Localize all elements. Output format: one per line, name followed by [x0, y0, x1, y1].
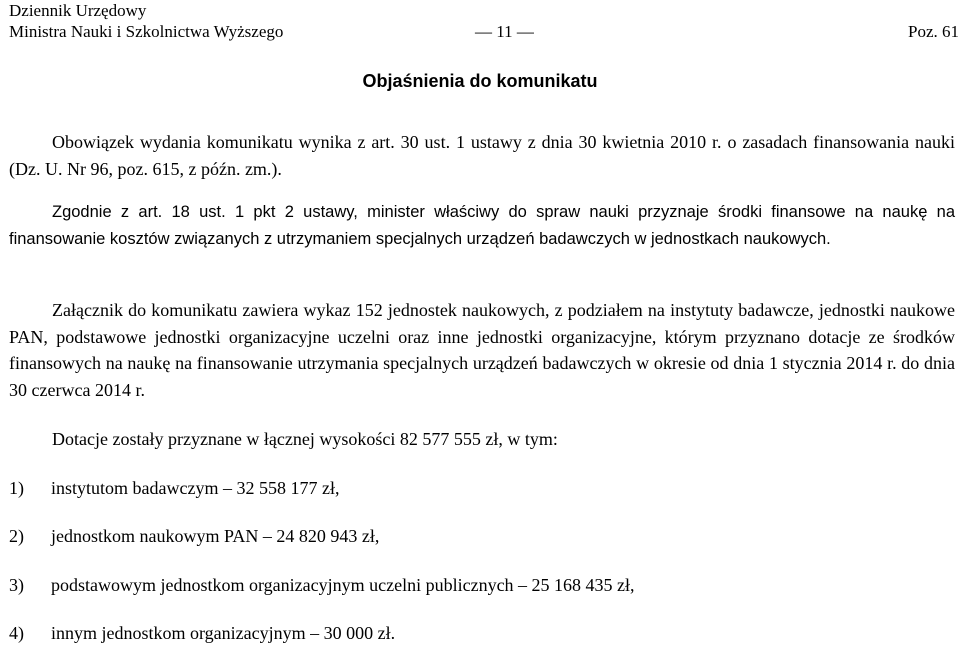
page-number: — 11 —: [475, 22, 534, 41]
paragraph-total-grants: Dotacje zostały przyznane w łącznej wysokości 82 577 555 zł, w tym:: [52, 429, 558, 449]
journal-name: Dziennik Urzędowy: [9, 1, 147, 20]
list-item-text: podstawowym jednostkom organizacyjnym uczelni publicznych – 25 168 435 zł,: [51, 575, 635, 595]
position-number: Poz. 61: [908, 22, 959, 41]
list-item: [9, 476, 955, 500]
list-item-text: jednostkom naukowym PAN – 24 820 943 zł,: [51, 526, 380, 546]
list-item-text: instytutom badawczym – 32 558 177 zł,: [51, 478, 340, 498]
list-item: [9, 621, 955, 645]
document-title: Objaśnienia do komunikatu: [362, 71, 598, 91]
list-item-number: 1): [9, 478, 24, 498]
list-item-number: 4): [9, 623, 24, 643]
list-item-text: innym jednostkom organizacyjnym – 30 000 zł.: [51, 623, 396, 643]
ministry-name: Ministra Nauki i Szkolnictwa Wyższego: [9, 22, 284, 41]
list-item: [9, 524, 955, 548]
list-item-number: 2): [9, 526, 24, 546]
list-item: [9, 573, 955, 597]
paragraph-article-reference: Zgodnie z art. 18 ust. 1 pkt 2 ustawy, minister właściwy do spraw nauki przyznaje środki finansowe na naukę na finansowanie kosztów związanych z utrzymaniem specjalnych urządzeń badawczych w jednostkach naukowych.: [9, 203, 955, 248]
paragraph-annex-description: Załącznik do komunikatu zawiera wykaz 152 jednostek naukowych, z podziałem na instytuty badawcze, jednostki naukowe PAN, podstawowe jednostki organizacyjne uczelni oraz inne jednostki organizacyjne, którym przyznano dotacje ze środków finansowych na naukę na finansowanie utrzymania specjalnych urządzeń badawczych w okresie od dnia 1 stycznia 2014 r. do dnia 30 czerwca 2014 r.: [9, 300, 955, 400]
paragraph-legal-basis: Obowiązek wydania komunikatu wynika z art. 30 ust. 1 ustawy z dnia 30 kwietnia 2010 r. o zasadach finansowania nauki (Dz. U. Nr 96, poz. 615, z późn. zm.).: [9, 132, 955, 179]
list-item-number: 3): [9, 575, 24, 595]
header-publication: [9, 0, 283, 42]
